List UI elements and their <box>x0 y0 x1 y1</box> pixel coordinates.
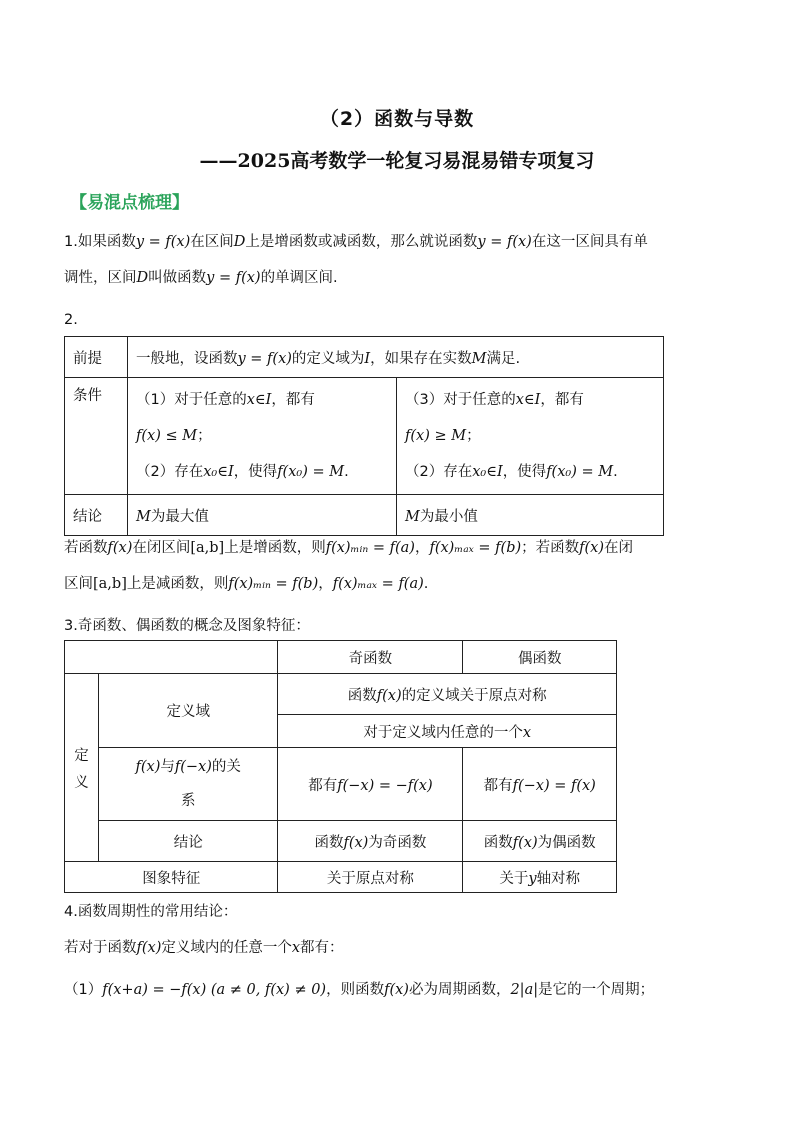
math-var: D <box>233 234 246 250</box>
math-expr: [a,b] <box>190 540 225 556</box>
math-var: x <box>522 724 532 741</box>
math-expr: f(x) ≤ M <box>136 428 198 444</box>
row-label-condition: 条件 <box>65 378 128 495</box>
even-conclusion-cell <box>463 821 617 862</box>
text: （3）对于任意的 <box>405 392 516 408</box>
text: 为最大值 <box>150 508 209 525</box>
text: . <box>344 464 349 480</box>
text: 1.如果函数 <box>64 234 136 250</box>
text: 都有 <box>308 777 338 794</box>
header-even: 偶函数 <box>463 641 617 674</box>
text: 的定义域关于原点对称 <box>401 687 547 704</box>
text: 区间 <box>64 576 93 592</box>
math-expr: f(x) <box>107 540 133 556</box>
text: 都有 <box>483 777 513 794</box>
item-number-2: 2. <box>64 312 78 328</box>
text: 的单调区间. <box>260 270 338 286</box>
paragraph-closed-interval <box>64 530 734 602</box>
math-expr: f(x) <box>135 759 161 775</box>
table-row <box>65 821 617 862</box>
text: 的定义域为 <box>291 350 365 367</box>
even-relation-cell <box>463 748 617 821</box>
math-expr: f(x) <box>579 540 605 556</box>
graph-label: 图象特征 <box>65 862 278 893</box>
text: ，使得 <box>233 464 278 480</box>
text: 一般地，设函数 <box>136 350 238 367</box>
math-expr: x₀∈I <box>203 464 234 480</box>
math-expr: f(x)ₘᵢₙ = f(a) <box>325 540 415 556</box>
text: ， <box>414 540 430 556</box>
parity-table <box>64 640 617 893</box>
text: ， <box>318 576 333 592</box>
text: 的关 <box>211 759 241 775</box>
table-row <box>65 641 617 674</box>
math-var: x <box>291 940 301 956</box>
text: 义 <box>74 774 89 791</box>
text: 关于 <box>499 870 529 887</box>
math-var: I <box>364 350 371 367</box>
text: ，如果存在实数 <box>370 350 472 367</box>
domain-label: 定义域 <box>99 674 278 748</box>
table-row <box>65 674 617 715</box>
row-label-premise: 前提 <box>65 337 128 378</box>
math-expr: f(x) <box>136 940 162 956</box>
math-expr: f(x) <box>512 834 538 851</box>
math-expr: f(x+a) = −f(x) (a ≠ 0, f(x) ≠ 0) <box>102 982 327 998</box>
math-var: M <box>405 508 420 525</box>
conclusion-label: 结论 <box>99 821 278 862</box>
condition-min-cell <box>397 378 664 495</box>
text: ；若函数 <box>521 540 580 556</box>
math-expr: y = f(x) <box>477 234 532 250</box>
text: 若对于函数 <box>64 940 137 956</box>
text: ，则函数 <box>326 982 385 998</box>
text: ； <box>197 428 212 444</box>
text: （2）存在 <box>136 464 204 480</box>
section-heading: 【易混点梳理】 <box>70 193 189 213</box>
math-expr: f(x) <box>376 687 402 704</box>
math-expr: f(x) ≥ M <box>405 428 467 444</box>
math-expr: f(x) <box>384 982 409 998</box>
condition-max-cell <box>128 378 397 495</box>
row-label-conclusion: 结论 <box>65 495 128 536</box>
math-var: M <box>471 350 487 367</box>
header-odd: 奇函数 <box>278 641 463 674</box>
text: 为最小值 <box>419 508 478 525</box>
math-expr: f(−x) = −f(x) <box>337 777 433 794</box>
text: 为奇函数 <box>368 834 427 851</box>
text: 上是增函数或减函数，那么就说函数 <box>245 234 478 250</box>
text: ； <box>466 428 481 444</box>
text: （1）对于任意的 <box>136 392 247 408</box>
math-expr: y = f(x) <box>135 234 191 250</box>
text: 函数 <box>347 687 377 704</box>
text: . <box>613 464 618 480</box>
odd-relation-cell <box>278 748 463 821</box>
math-expr: f(x₀) = M <box>546 464 614 480</box>
paragraph-parity-heading: 3.奇函数、偶函数的概念及图象特征： <box>64 618 310 634</box>
text: ，都有 <box>540 392 584 408</box>
paragraph-period-item-1 <box>64 972 734 1008</box>
relation-label <box>99 748 278 821</box>
text: 在闭 <box>604 540 634 556</box>
math-expr: y = f(x) <box>237 350 292 367</box>
text: 满足. <box>486 350 521 367</box>
page-title: （2）函数与导数 <box>319 108 475 130</box>
text: 是它的一个周期； <box>538 982 655 998</box>
text: 函数 <box>314 834 344 851</box>
text: 在这一区间具有单 <box>531 234 648 250</box>
text: （1） <box>64 982 103 998</box>
text: 函数 <box>483 834 513 851</box>
text: 上是增函数，则 <box>224 540 326 556</box>
page-subtitle: ——2025高考数学一轮复习易混易错专项复习 <box>199 150 595 172</box>
math-var: M <box>136 508 151 525</box>
text: 在闭区间 <box>132 540 191 556</box>
math-var: y <box>528 870 537 887</box>
math-expr: f(−x) <box>174 759 212 775</box>
text: 必为周期函数， <box>408 982 511 998</box>
text: 叫做函数 <box>148 270 207 286</box>
text: 系 <box>180 793 196 809</box>
math-expr: f(x)ₘₐₓ = f(b) <box>429 540 522 556</box>
text: 上是减函数，则 <box>126 576 229 592</box>
odd-conclusion-cell <box>278 821 463 862</box>
text: （2）存在 <box>405 464 473 480</box>
table-row <box>65 337 664 378</box>
math-var: D <box>136 270 149 286</box>
math-expr: x₀∈I <box>472 464 503 480</box>
text: 若函数 <box>64 540 108 556</box>
text: 在区间 <box>190 234 234 250</box>
text: 对于定义域内任意的一个 <box>363 724 523 741</box>
math-expr: f(x)ₘₐₓ = f(a) <box>332 576 424 592</box>
text: 调性，区间 <box>64 270 137 286</box>
table-row <box>65 378 664 495</box>
math-expr: f(x) <box>343 834 369 851</box>
math-expr: x∈I <box>515 392 541 408</box>
table-row <box>65 748 617 821</box>
empty-header-cell <box>65 641 278 674</box>
text: ，使得 <box>502 464 547 480</box>
paragraph-period-intro <box>64 930 734 966</box>
definition-label <box>65 674 99 862</box>
math-expr: [a,b] <box>93 576 127 592</box>
math-expr: f(−x) = f(x) <box>512 777 596 794</box>
math-expr: f(x)ₘᵢₙ = f(b) <box>228 576 319 592</box>
text: 为偶函数 <box>537 834 596 851</box>
extremum-table <box>64 336 664 536</box>
text: 定 <box>74 747 89 764</box>
table-row <box>65 862 617 893</box>
math-expr: 2|a| <box>510 982 539 998</box>
any-x-cell <box>278 715 617 748</box>
paragraph-period-heading: 4.函数周期性的常用结论： <box>64 904 238 920</box>
paragraph-monotonicity <box>64 224 734 296</box>
text: ，都有 <box>271 392 315 408</box>
math-expr: f(x₀) = M <box>277 464 345 480</box>
text: 轴对称 <box>536 870 581 887</box>
math-expr: x∈I <box>246 392 272 408</box>
even-graph-cell <box>463 862 617 893</box>
math-expr: y = f(x) <box>206 270 261 286</box>
premise-cell <box>128 337 664 378</box>
text: 与 <box>160 759 175 775</box>
text: . <box>423 576 429 592</box>
text: 都有： <box>300 940 344 956</box>
text: 定义域内的任意一个 <box>161 940 292 956</box>
odd-graph-cell: 关于原点对称 <box>278 862 463 893</box>
domain-cell <box>278 674 617 715</box>
